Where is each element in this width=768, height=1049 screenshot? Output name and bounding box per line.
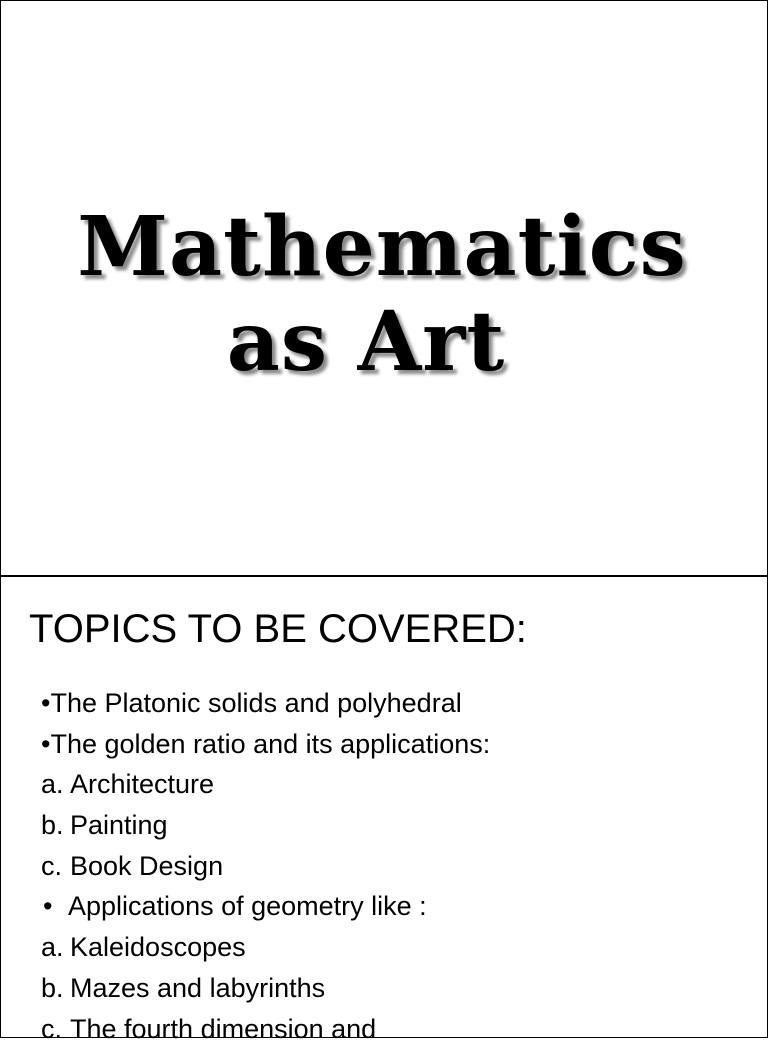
list-marker: • <box>41 683 50 724</box>
list-item <box>41 805 490 846</box>
list-marker: a. <box>41 764 70 805</box>
topics-slide <box>0 576 768 1038</box>
list-item-text: Mazes and labyrinths <box>70 973 325 1003</box>
list-marker: • <box>41 724 50 765</box>
list-item-text: Painting <box>70 810 168 840</box>
slide-title-line-1: Mathematics <box>0 206 765 288</box>
list-item <box>41 886 490 927</box>
list-marker: c. <box>41 1009 70 1049</box>
list-item-text: Book Design <box>70 851 223 881</box>
list-item <box>41 968 490 1009</box>
topics-list <box>41 683 490 1049</box>
list-marker: • <box>41 886 68 927</box>
slide-title-line-2: as Art <box>0 301 749 383</box>
list-marker: c. <box>41 846 70 887</box>
list-item-text: Applications of geometry like : <box>68 891 427 921</box>
list-item <box>41 846 490 887</box>
list-marker: b. <box>41 968 70 1009</box>
list-item <box>41 683 490 724</box>
list-item-text: The Platonic solids and polyhedral <box>50 688 461 718</box>
list-item <box>41 724 490 765</box>
list-marker: a. <box>41 927 70 968</box>
list-marker: b. <box>41 805 70 846</box>
list-item-text: Kaleidoscopes <box>70 932 246 962</box>
list-item <box>41 1009 490 1049</box>
list-item-text: Architecture <box>70 769 214 799</box>
list-item <box>41 927 490 968</box>
topics-heading: TOPICS TO BE COVERED: <box>29 609 527 649</box>
list-item-text: The fourth dimension and <box>70 1014 376 1044</box>
list-item <box>41 764 490 805</box>
list-item-text: The golden ratio and its applications: <box>50 729 490 759</box>
